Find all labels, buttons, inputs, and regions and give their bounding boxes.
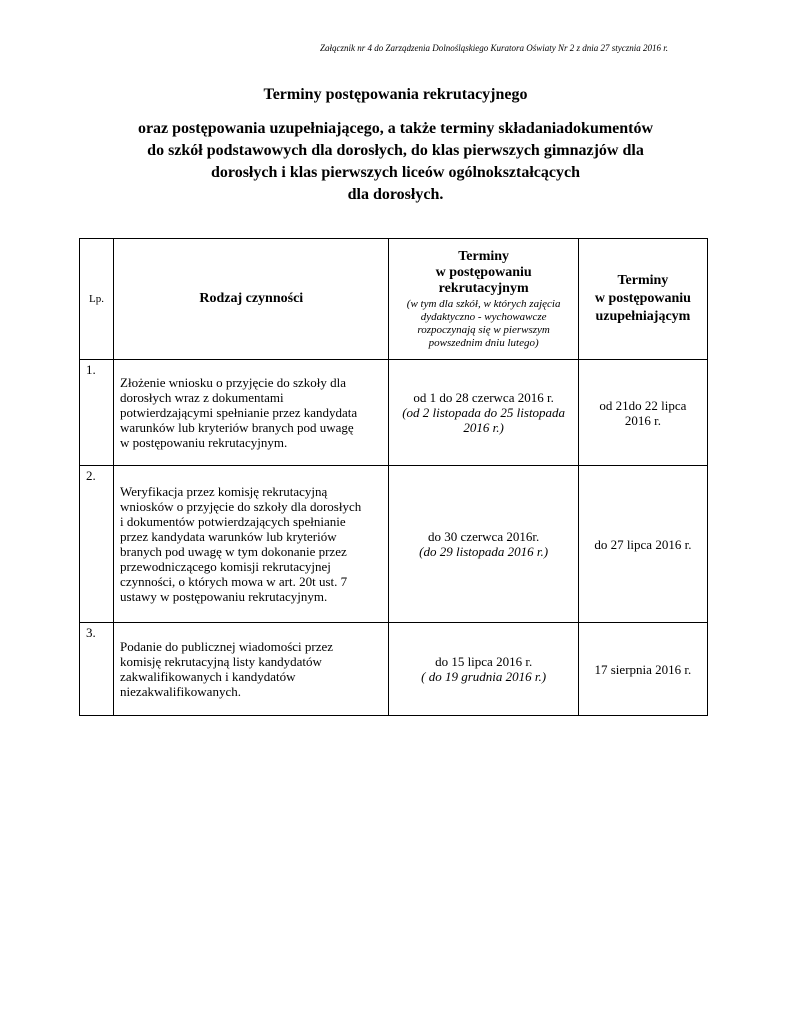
header-activity: Rodzaj czynności (114, 239, 389, 360)
recruitment-alt-date: (do 29 listopada 2016 r.) (419, 544, 549, 559)
activity-line: czynności, o których mowa w art. 20t ust. 7 (120, 574, 348, 589)
header-recruitment (389, 239, 578, 360)
header-supplementary-line: uzupełniającym (595, 309, 691, 324)
document-title: Terminy postępowania rekrutacyjnego (263, 86, 528, 103)
activity-line: branych pod uwagę w tym dokonanie przez (120, 544, 347, 559)
subtitle-line: oraz postępowania uzupełniającego, a także terminy składaniadokumentów (137, 120, 654, 137)
recruitment-main-date: do 30 czerwca 2016r. (428, 529, 540, 544)
header-lp: Lp. (80, 239, 114, 360)
table-row (80, 360, 708, 466)
activity-line: przez kandydata warunków lub kryteriów (120, 529, 337, 544)
header-recruitment-line: Terminy (458, 248, 510, 264)
header-recruitment-note (389, 298, 577, 350)
activity-line: Podanie do publicznej wiadomości przez (120, 639, 334, 654)
subtitle-line: dorosłych i klas pierwszych liceów ogólnokształcących (210, 164, 581, 181)
row-recruitment-date (389, 360, 578, 466)
activity-line: warunków lub kryteriów branych pod uwagę (120, 420, 354, 435)
row-lp: 2. (80, 466, 114, 623)
row-lp: 1. (80, 360, 114, 466)
activity-line: niezakwalifikowanych. (120, 684, 241, 699)
activity-line: komisję rekrutacyjną listy kandydatów (120, 654, 322, 669)
header-supplementary-line: Terminy (617, 273, 669, 288)
recruitment-main-date: od 1 do 28 czerwca 2016 r. (413, 390, 554, 405)
row-supplementary-date (578, 360, 707, 466)
header-recruitment-line: rekrutacyjnym (438, 280, 529, 296)
table-row (80, 466, 708, 623)
table-row (80, 623, 708, 716)
document-subtitle (100, 118, 691, 206)
recruitment-alt-date: (od 2 listopada do 25 listopada (402, 405, 566, 420)
activity-line: dorosłych wraz z dokumentami (120, 390, 284, 405)
supplementary-date-line: do 27 lipca 2016 r. (594, 536, 692, 552)
subtitle-line: do szkół podstawowych dla dorosłych, do klas pierwszych gimnazjów dla (147, 142, 644, 159)
header-note-line: powszednim dniu lutego) (428, 336, 539, 349)
header-supplementary (578, 239, 707, 360)
recruitment-alt-date: 2016 r.) (463, 420, 504, 435)
row-activity (114, 623, 389, 716)
activity-line: w postępowaniu rekrutacyjnym. (120, 435, 288, 450)
activity-line: i dokumentów potwierdzających spełnianie (120, 514, 346, 529)
activity-line: potwierdzającymi spełnianie przez kandydata (120, 405, 358, 420)
activity-line: zakwalifikowanych i kandydatów (120, 669, 296, 684)
row-supplementary-date (578, 623, 707, 716)
recruitment-alt-date: ( do 19 grudnia 2016 r.) (421, 669, 547, 684)
row-recruitment-date (389, 623, 578, 716)
recruitment-main-date: do 15 lipca 2016 r. (435, 654, 533, 669)
annex-note: Załącznik nr 4 do Zarządzenia Dolnośląskiego Kuratora Oświaty Nr 2 z dnia 27 stycznia 2016 r. (319, 43, 668, 53)
table-header-row (80, 239, 708, 360)
row-lp: 3. (80, 623, 114, 716)
supplementary-date-line: od 21do 22 lipca (599, 397, 687, 413)
header-note-line: (w tym dla szkół, w których zajęcia (406, 297, 561, 310)
row-recruitment-date (389, 466, 578, 623)
activity-line: przewodniczącego komisji rekrutacyjnej (120, 559, 331, 574)
header-supplementary-line: w postępowaniu (594, 291, 691, 306)
row-supplementary-date (578, 466, 707, 623)
subtitle-line: dla dorosłych. (347, 186, 444, 203)
activity-line: Weryfikacja przez komisję rekrutacyjną (120, 484, 328, 499)
supplementary-date-line: 2016 r. (624, 412, 661, 428)
supplementary-date-line: 17 sierpnia 2016 r. (594, 661, 692, 677)
row-activity (114, 360, 389, 466)
header-note-line: dydaktyczno - wychowawcze (420, 310, 547, 323)
header-recruitment-line: w postępowaniu (435, 264, 532, 280)
header-note-line: rozpoczynają się w pierwszym (417, 323, 550, 336)
activity-line: wniosków o przyjęcie do szkoły dla dorosłych (120, 499, 362, 514)
schedule-table (79, 238, 708, 716)
row-activity (114, 466, 389, 623)
activity-line: ustawy w postępowaniu rekrutacyjnym. (120, 589, 328, 604)
activity-line: Złożenie wniosku o przyjęcie do szkoły dla (120, 375, 347, 390)
